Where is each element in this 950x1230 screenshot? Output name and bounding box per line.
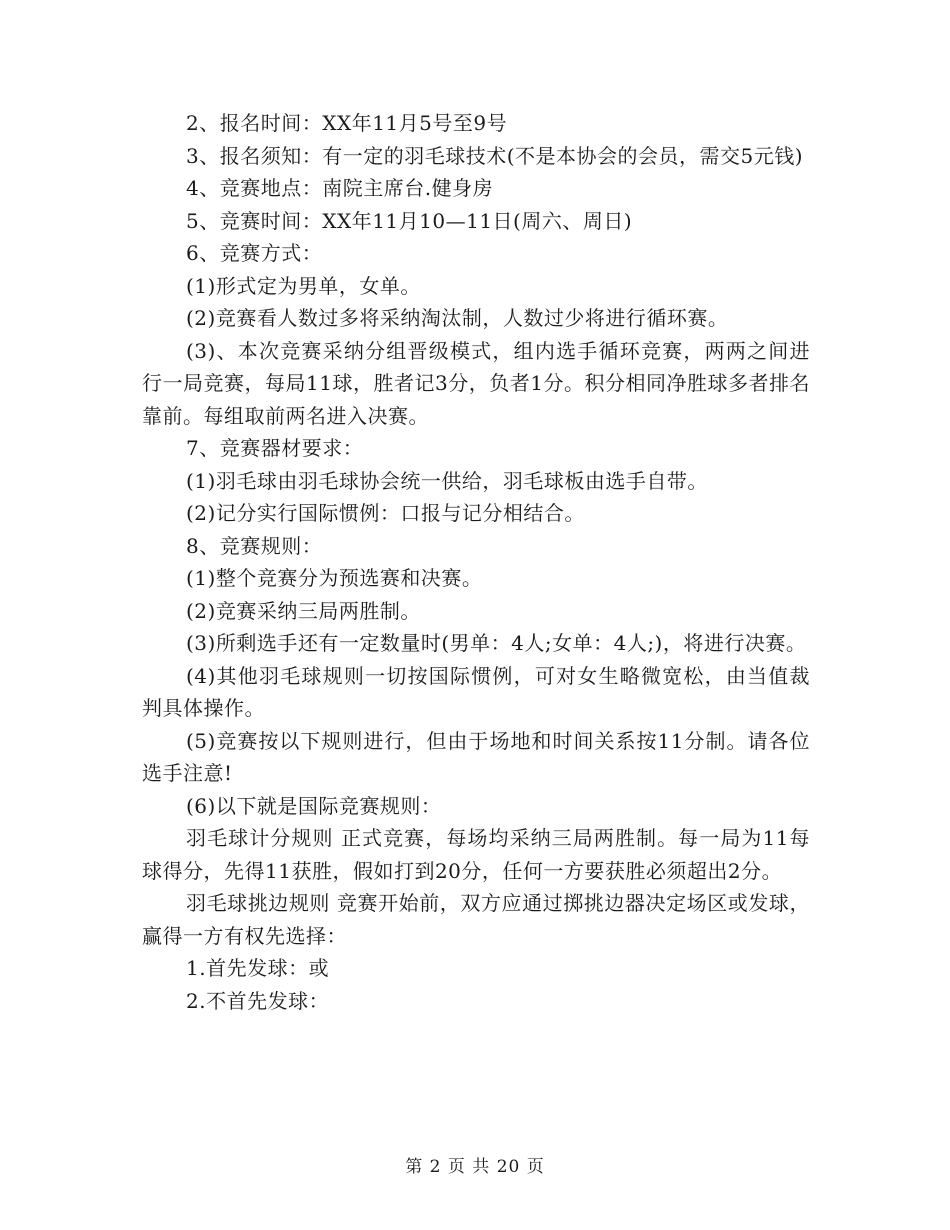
paragraph-equipment-1: (1)羽毛球由羽毛球协会统一供给，羽毛球板由选手自带。	[186, 468, 708, 493]
paragraph-format-1: (1)形式定为男单，女单。	[186, 273, 421, 298]
paragraph-rules-6: (6)以下就是国际竞赛规则：	[186, 793, 442, 818]
paragraph-registration-time: 2、报名时间：XX年11月5号至9号	[186, 111, 508, 135]
page-number-footer: 第 2 页 共 20 页	[405, 1157, 545, 1177]
heading-rules: 8、竞赛规则：	[186, 533, 323, 558]
list-item-not-serve-first: 2.不首先发球：	[186, 988, 330, 1013]
paragraph-venue: 4、竞赛地点：南院主席台.健身房	[186, 176, 494, 200]
paragraph-competition-time: 5、竞赛时间：XX年11月10—11日(周六、周日)	[186, 208, 633, 233]
document-body	[142, 107, 810, 1017]
heading-equipment: 7、竞赛器材要求：	[186, 436, 364, 460]
paragraph-registration-notice: 3、报名须知：有一定的羽毛球技术(不是本协会的会员，需交5元钱)	[186, 143, 804, 168]
paragraph-format-2: (2)竞赛看人数过多将采纳淘汰制，人数过少将进行循环赛。	[186, 306, 729, 330]
paragraph-format-3: (3)、本次竞赛采纳分组晋级模式，组内选手循环竞赛，两两之间进行一局竞赛，每局11球，胜者记3分，负者1分。积分相同净胜球多者排名靠前。每组取前两名进入决赛。	[142, 338, 810, 428]
paragraph-rules-5: (5)竞赛按以下规则进行，但由于场地和时间关系按11分制。请各位选手注意!	[142, 728, 810, 785]
heading-competition-format: 6、竞赛方式：	[186, 241, 323, 265]
paragraph-rules-2: (2)竞赛采纳三局两胜制。	[186, 598, 421, 623]
paragraph-rules-3: (3)所剩选手还有一定数量时(男单：4人;女单：4人;)，将进行决赛。	[186, 631, 807, 655]
paragraph-equipment-2: (2)记分实行国际惯例：口报与记分相结合。	[186, 501, 585, 525]
list-item-serve-first: 1.首先发球：或	[186, 956, 330, 980]
paragraph-toss-rules: 羽毛球挑边规则 竞赛开始前，双方应通过掷挑边器决定场区或发球，赢得一方有权先选择：	[142, 891, 810, 948]
paragraph-rules-4: (4)其他羽毛球规则一切按国际惯例，可对女生略微宽松，由当值裁判具体操作。	[142, 663, 810, 720]
paragraph-rules-1: (1)整个竞赛分为预选赛和决赛。	[186, 566, 483, 590]
paragraph-scoring-rules: 羽毛球计分规则 正式竞赛，每场均采纳三局两胜制。每一局为11每球得分，先得11获胜，假如打到20分，任何一方要获胜必须超出2分。	[142, 826, 810, 883]
